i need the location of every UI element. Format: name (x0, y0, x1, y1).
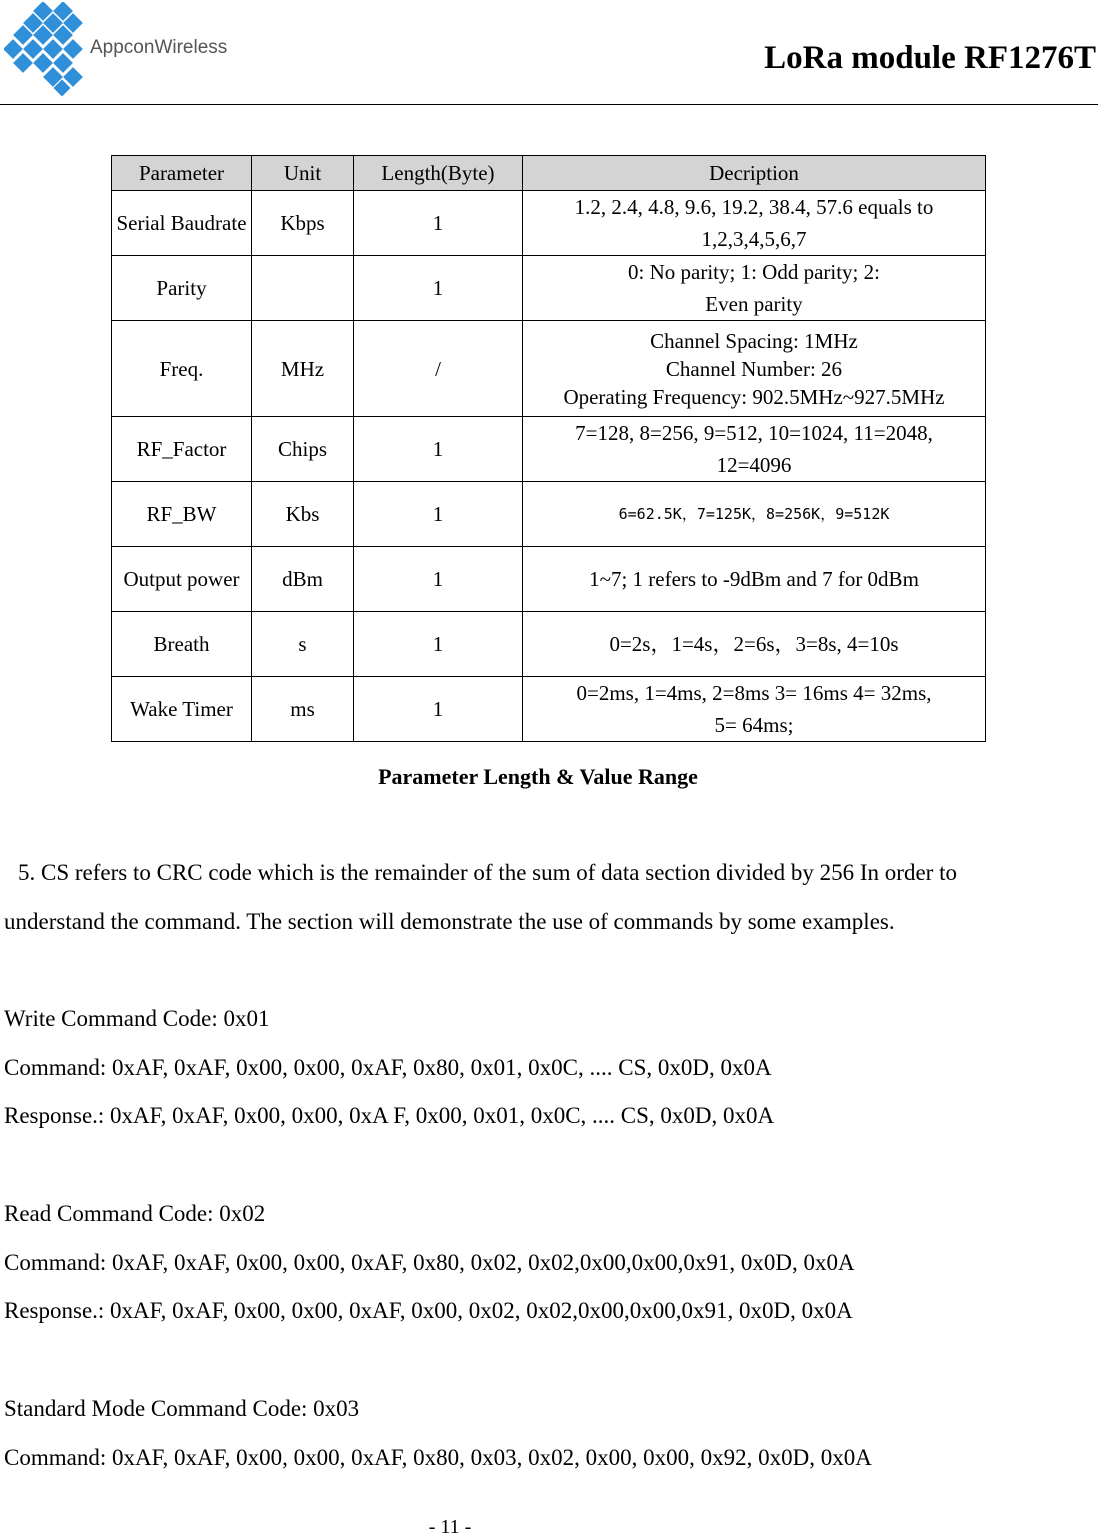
cell-unit: Chips (252, 417, 354, 482)
cell-length: 1 (354, 482, 523, 547)
write-response: Response.: 0xAF, 0xAF, 0x00, 0x00, 0xA F, 0x00, 0x01, 0x0C, .... CS, 0x0D, 0x0A (4, 1103, 775, 1128)
page-header (0, 0, 1100, 106)
read-response: Response.: 0xAF, 0xAF, 0x00, 0x00, 0xAF, 0x00, 0x02, 0x02,0x00,0x00,0x91, 0x0D, 0x0A (4, 1298, 853, 1323)
table-row (112, 547, 986, 612)
cell-param: Wake Timer (112, 677, 252, 742)
cell-length: 1 (354, 256, 523, 321)
cell-param: Parity (112, 256, 252, 321)
header-divider (0, 104, 1098, 105)
table-header-row (112, 156, 986, 191)
table-row (112, 677, 986, 742)
write-command-code: Write Command Code: 0x01 (4, 1006, 270, 1031)
logo-text: AppconWireless (90, 37, 228, 58)
crc-paragraph-line1: 5. CS refers to CRC code which is the remainder of the sum of data section divided by 256 In order to (18, 860, 957, 885)
cell-length: 1 (354, 417, 523, 482)
header-unit: Unit (252, 156, 354, 191)
cell-param: Breath (112, 612, 252, 677)
appcon-logo (4, 2, 244, 98)
cell-length: 1 (354, 191, 523, 256)
cell-description: Channel Spacing: 1MHz Channel Number: 26 Operating Frequency: 902.5MHz~927.5MHz (523, 321, 986, 417)
cell-param: RF_BW (112, 482, 252, 547)
read-command: Command: 0xAF, 0xAF, 0x00, 0x00, 0xAF, 0x80, 0x02, 0x02,0x00,0x00,0x91, 0x0D, 0x0A (4, 1250, 855, 1275)
cell-unit (252, 256, 354, 321)
write-command: Command: 0xAF, 0xAF, 0x00, 0x00, 0xAF, 0x80, 0x01, 0x0C, .... CS, 0x0D, 0x0A (4, 1055, 772, 1080)
cell-length: 1 (354, 677, 523, 742)
cell-description: 0=2ms, 1=4ms, 2=8ms 3= 16ms 4= 32ms, 5= 64ms; (523, 677, 986, 742)
cell-description: 6=62.5K，7=125K，8=256K，9=512K (523, 482, 986, 547)
cell-unit: Kbps (252, 191, 354, 256)
cell-unit: ms (252, 677, 354, 742)
cell-unit: dBm (252, 547, 354, 612)
cell-description: 7=128, 8=256, 9=512, 10=1024, 11=2048, 12=4096 (523, 417, 986, 482)
standard-mode-command: Command: 0xAF, 0xAF, 0x00, 0x00, 0xAF, 0x80, 0x03, 0x02, 0x00, 0x00, 0x92, 0x0D, 0x0A (4, 1445, 872, 1470)
cell-length: 1 (354, 547, 523, 612)
cell-param: Output power (112, 547, 252, 612)
crc-paragraph-line2: understand the command. The section will demonstrate the use of commands by some examples. (4, 909, 895, 934)
table-row (112, 612, 986, 677)
cell-length: / (354, 321, 523, 417)
table-row (112, 321, 986, 417)
cell-unit: s (252, 612, 354, 677)
logo-diamonds-icon (4, 2, 83, 96)
cell-description: 1.2, 2.4, 4.8, 9.6, 19.2, 38.4, 57.6 equals to 1,2,3,4,5,6,7 (523, 191, 986, 256)
header-description: Decription (523, 156, 986, 191)
cell-unit: Kbs (252, 482, 354, 547)
cell-description: 0=2s，1=4s，2=6s，3=8s, 4=10s (523, 612, 986, 677)
header-length: Length(Byte) (354, 156, 523, 191)
standard-mode-command-code: Standard Mode Command Code: 0x03 (4, 1396, 360, 1421)
table-row (112, 191, 986, 256)
cell-param: Serial Baudrate (112, 191, 252, 256)
read-command-code: Read Command Code: 0x02 (4, 1201, 266, 1226)
table-caption: Parameter Length & Value Range (378, 764, 698, 789)
parameter-table (111, 155, 986, 742)
cell-unit: MHz (252, 321, 354, 417)
cell-description: 0: No parity; 1: Odd parity; 2: Even parity (523, 256, 986, 321)
cell-param: RF_Factor (112, 417, 252, 482)
cell-description: 1~7; 1 refers to -9dBm and 7 for 0dBm (523, 547, 986, 612)
cell-length: 1 (354, 612, 523, 677)
document-title: LoRa module RF1276T (764, 40, 1096, 76)
header-parameter: Parameter (112, 156, 252, 191)
table-row (112, 482, 986, 547)
table-row (112, 256, 986, 321)
cell-param: Freq. (112, 321, 252, 417)
table-row (112, 417, 986, 482)
page-number: - 11 - (428, 1516, 472, 1538)
